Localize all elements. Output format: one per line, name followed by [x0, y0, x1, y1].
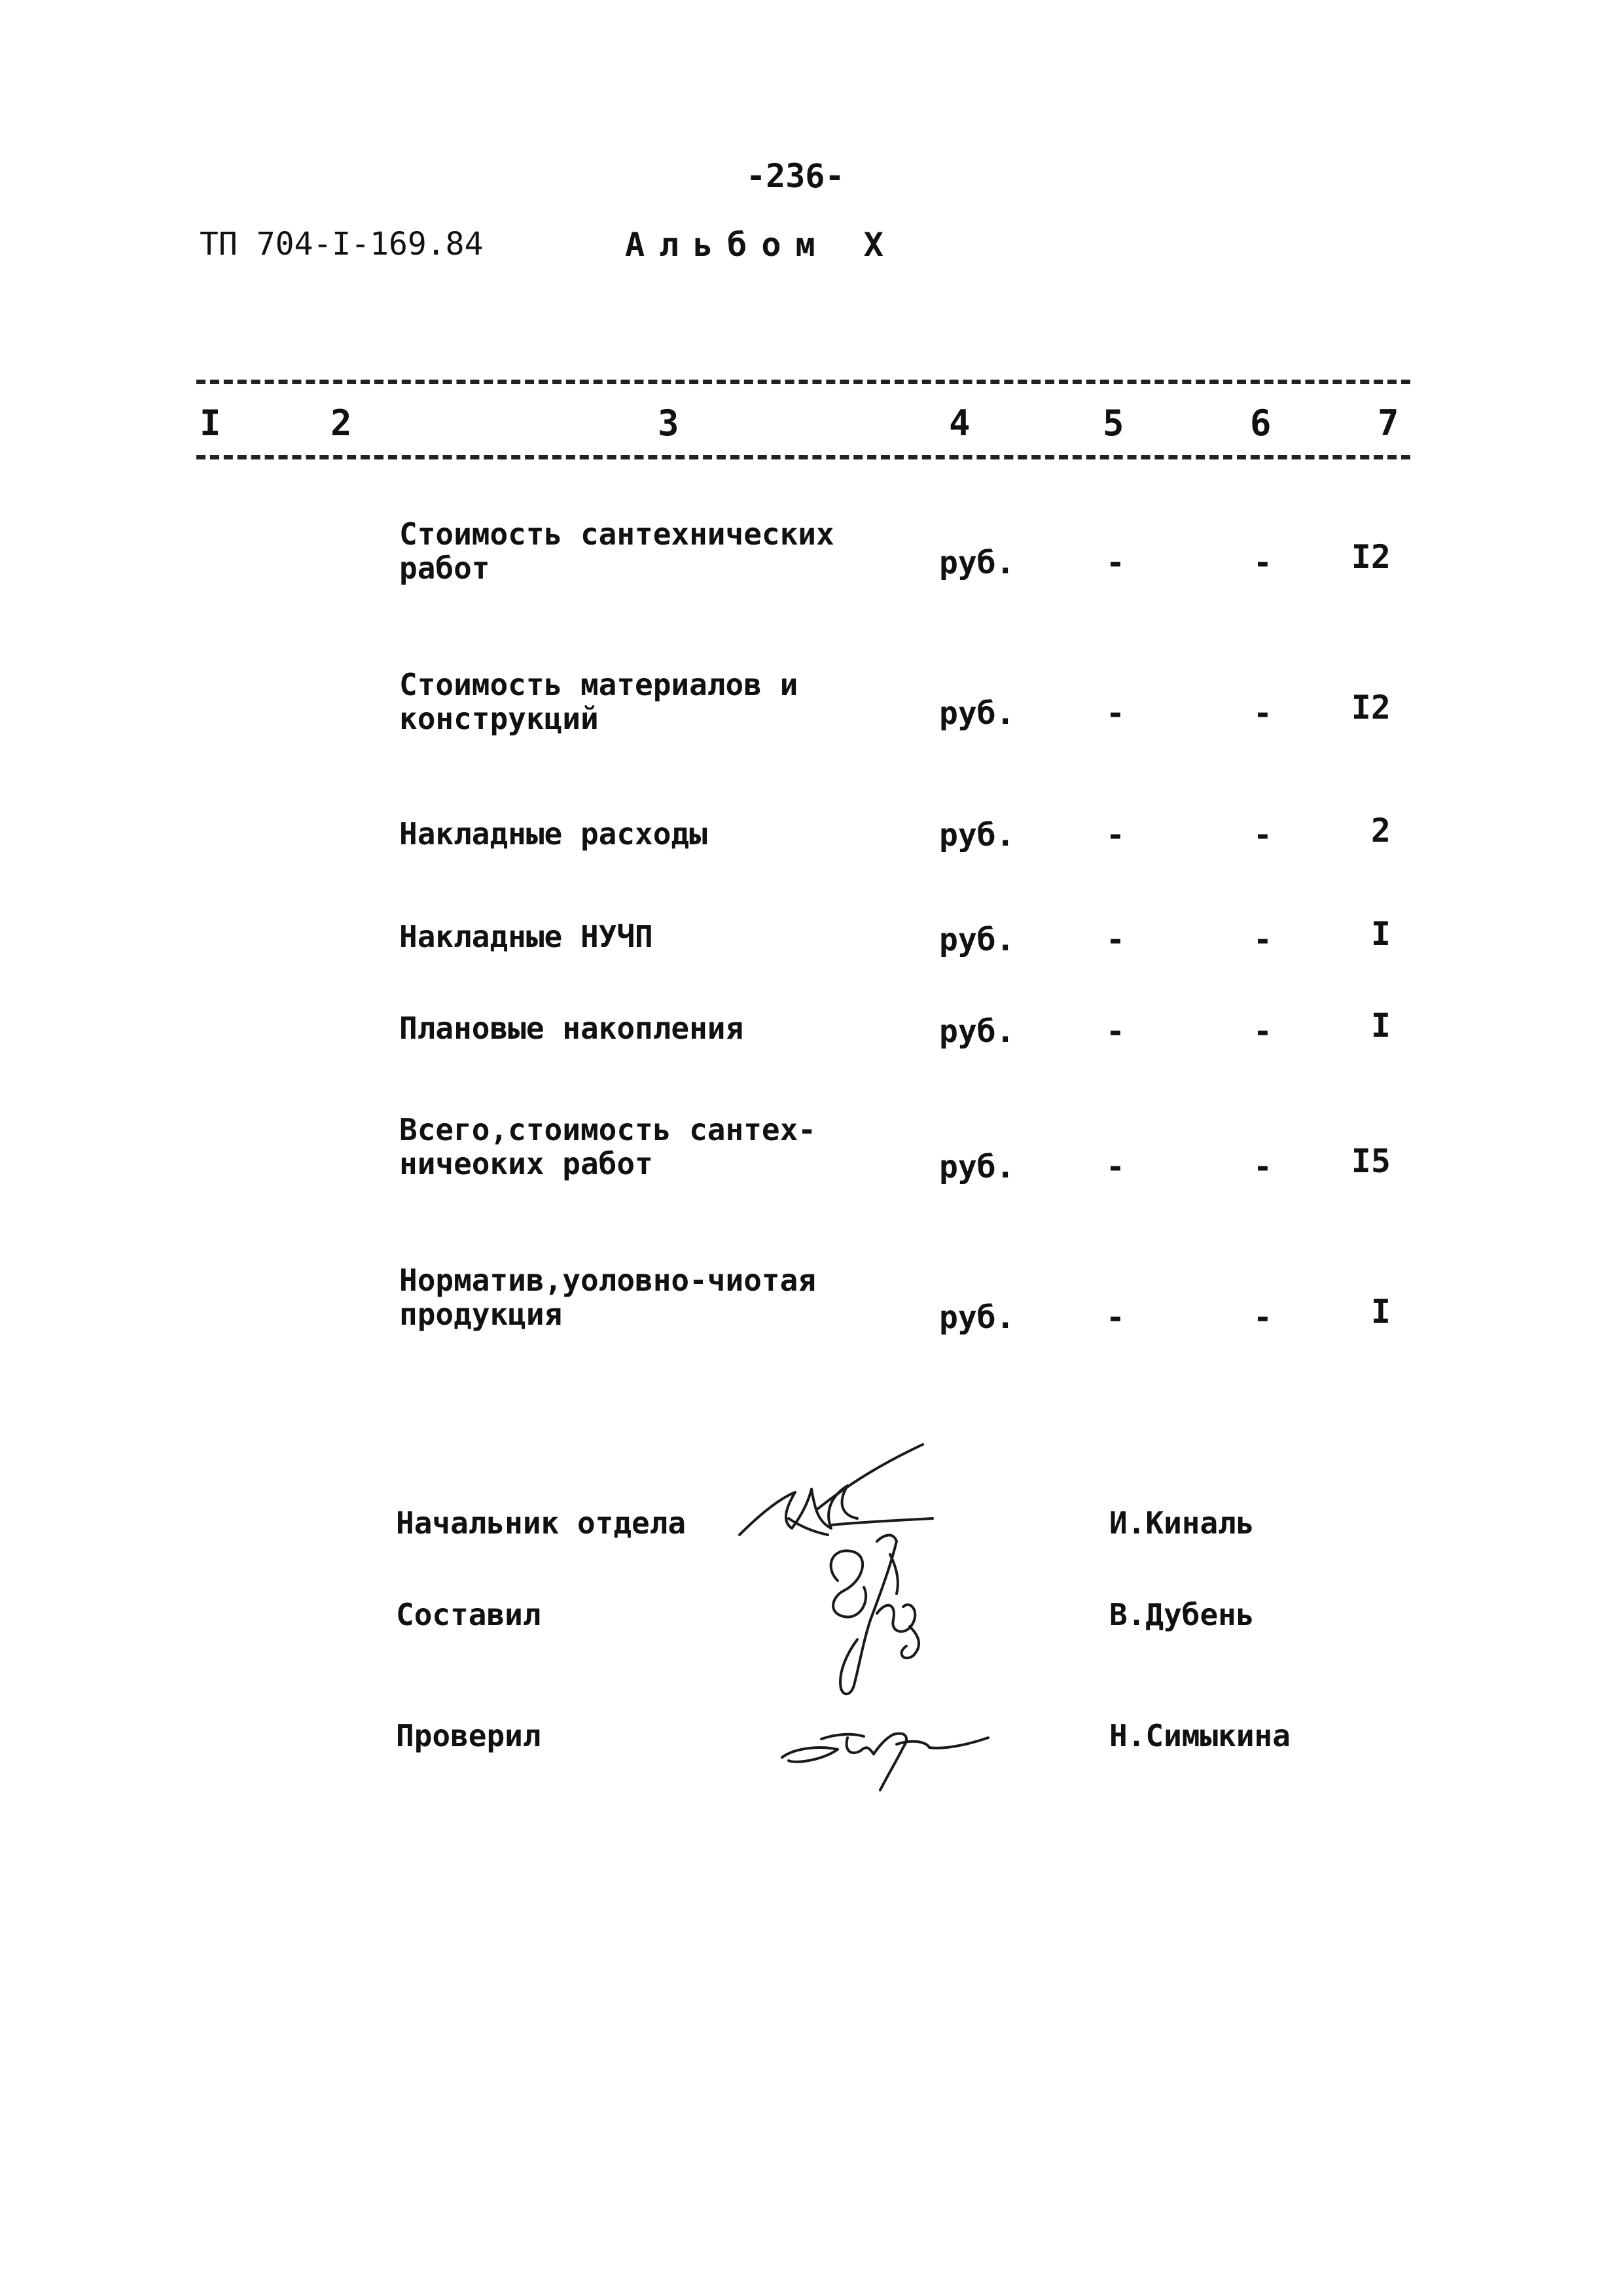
row-col7: I	[1370, 915, 1391, 953]
row-description: Норматив,уоловно-чиотая продукция	[399, 1263, 816, 1332]
row-col5: -	[1106, 922, 1125, 958]
row-col7: I	[1370, 1293, 1391, 1331]
document-code: ТП 704-I-169.84	[200, 226, 484, 262]
column-header-1: I	[200, 403, 221, 444]
row-unit: руб.	[939, 545, 1015, 581]
row-col7: 2	[1370, 812, 1391, 850]
row-col5: -	[1106, 1013, 1125, 1050]
row-col6: -	[1253, 545, 1272, 581]
row-col6: -	[1253, 922, 1272, 958]
row-col5: -	[1106, 1299, 1125, 1336]
signature-name-head-of-department: И.Киналь	[1109, 1505, 1255, 1541]
column-header-3: 3	[658, 403, 679, 444]
row-col5: -	[1106, 1149, 1125, 1185]
row-col6: -	[1253, 817, 1272, 853]
page-number: -236-	[746, 157, 845, 195]
row-col6: -	[1253, 1013, 1272, 1050]
row-description: Накладные НУЧП	[399, 919, 653, 954]
row-description: Стоимость сантехнических работ	[399, 516, 834, 586]
column-header-5: 5	[1103, 403, 1124, 444]
row-col7: I2	[1351, 689, 1391, 726]
row-description: Стоимость материалов и конструкций	[399, 667, 798, 736]
row-col7: I2	[1351, 538, 1391, 576]
row-col6: -	[1253, 1299, 1272, 1336]
signature-name-compiled: В.Дубень	[1109, 1597, 1255, 1632]
column-header-2: 2	[330, 403, 352, 444]
handwritten-signature-3	[776, 1698, 1024, 1797]
column-header-7: 7	[1378, 403, 1399, 444]
row-description: Всего,стоимость сантех-ничеоких работ	[399, 1112, 816, 1181]
signature-name-checked: Н.Симыкина	[1109, 1718, 1291, 1753]
album-label: Альбом X	[625, 226, 898, 264]
row-col6: -	[1253, 1149, 1272, 1185]
row-unit: руб.	[939, 1013, 1015, 1050]
signature-role-checked: Проверил	[396, 1718, 541, 1753]
row-col7: I5	[1351, 1142, 1391, 1180]
row-unit: руб.	[939, 1149, 1015, 1185]
row-unit: руб.	[939, 695, 1015, 732]
signature-role-head-of-department: Начальник отдела	[396, 1505, 687, 1541]
row-unit: руб.	[939, 817, 1015, 853]
row-col5: -	[1106, 695, 1125, 732]
row-unit: руб.	[939, 1299, 1015, 1336]
table-top-rule	[196, 380, 1410, 384]
signature-role-compiled: Составил	[396, 1597, 541, 1632]
row-description: Плановые накопления	[399, 1011, 744, 1046]
column-header-6: 6	[1250, 403, 1272, 444]
table-header-rule	[196, 455, 1410, 459]
row-description: Накладные расходы	[399, 816, 707, 852]
column-header-4: 4	[949, 403, 971, 444]
handwritten-signature-2	[798, 1528, 955, 1705]
row-unit: руб.	[939, 922, 1015, 958]
row-col5: -	[1106, 817, 1125, 853]
row-col5: -	[1106, 545, 1125, 581]
row-col6: -	[1253, 695, 1272, 732]
row-col7: I	[1370, 1007, 1391, 1045]
